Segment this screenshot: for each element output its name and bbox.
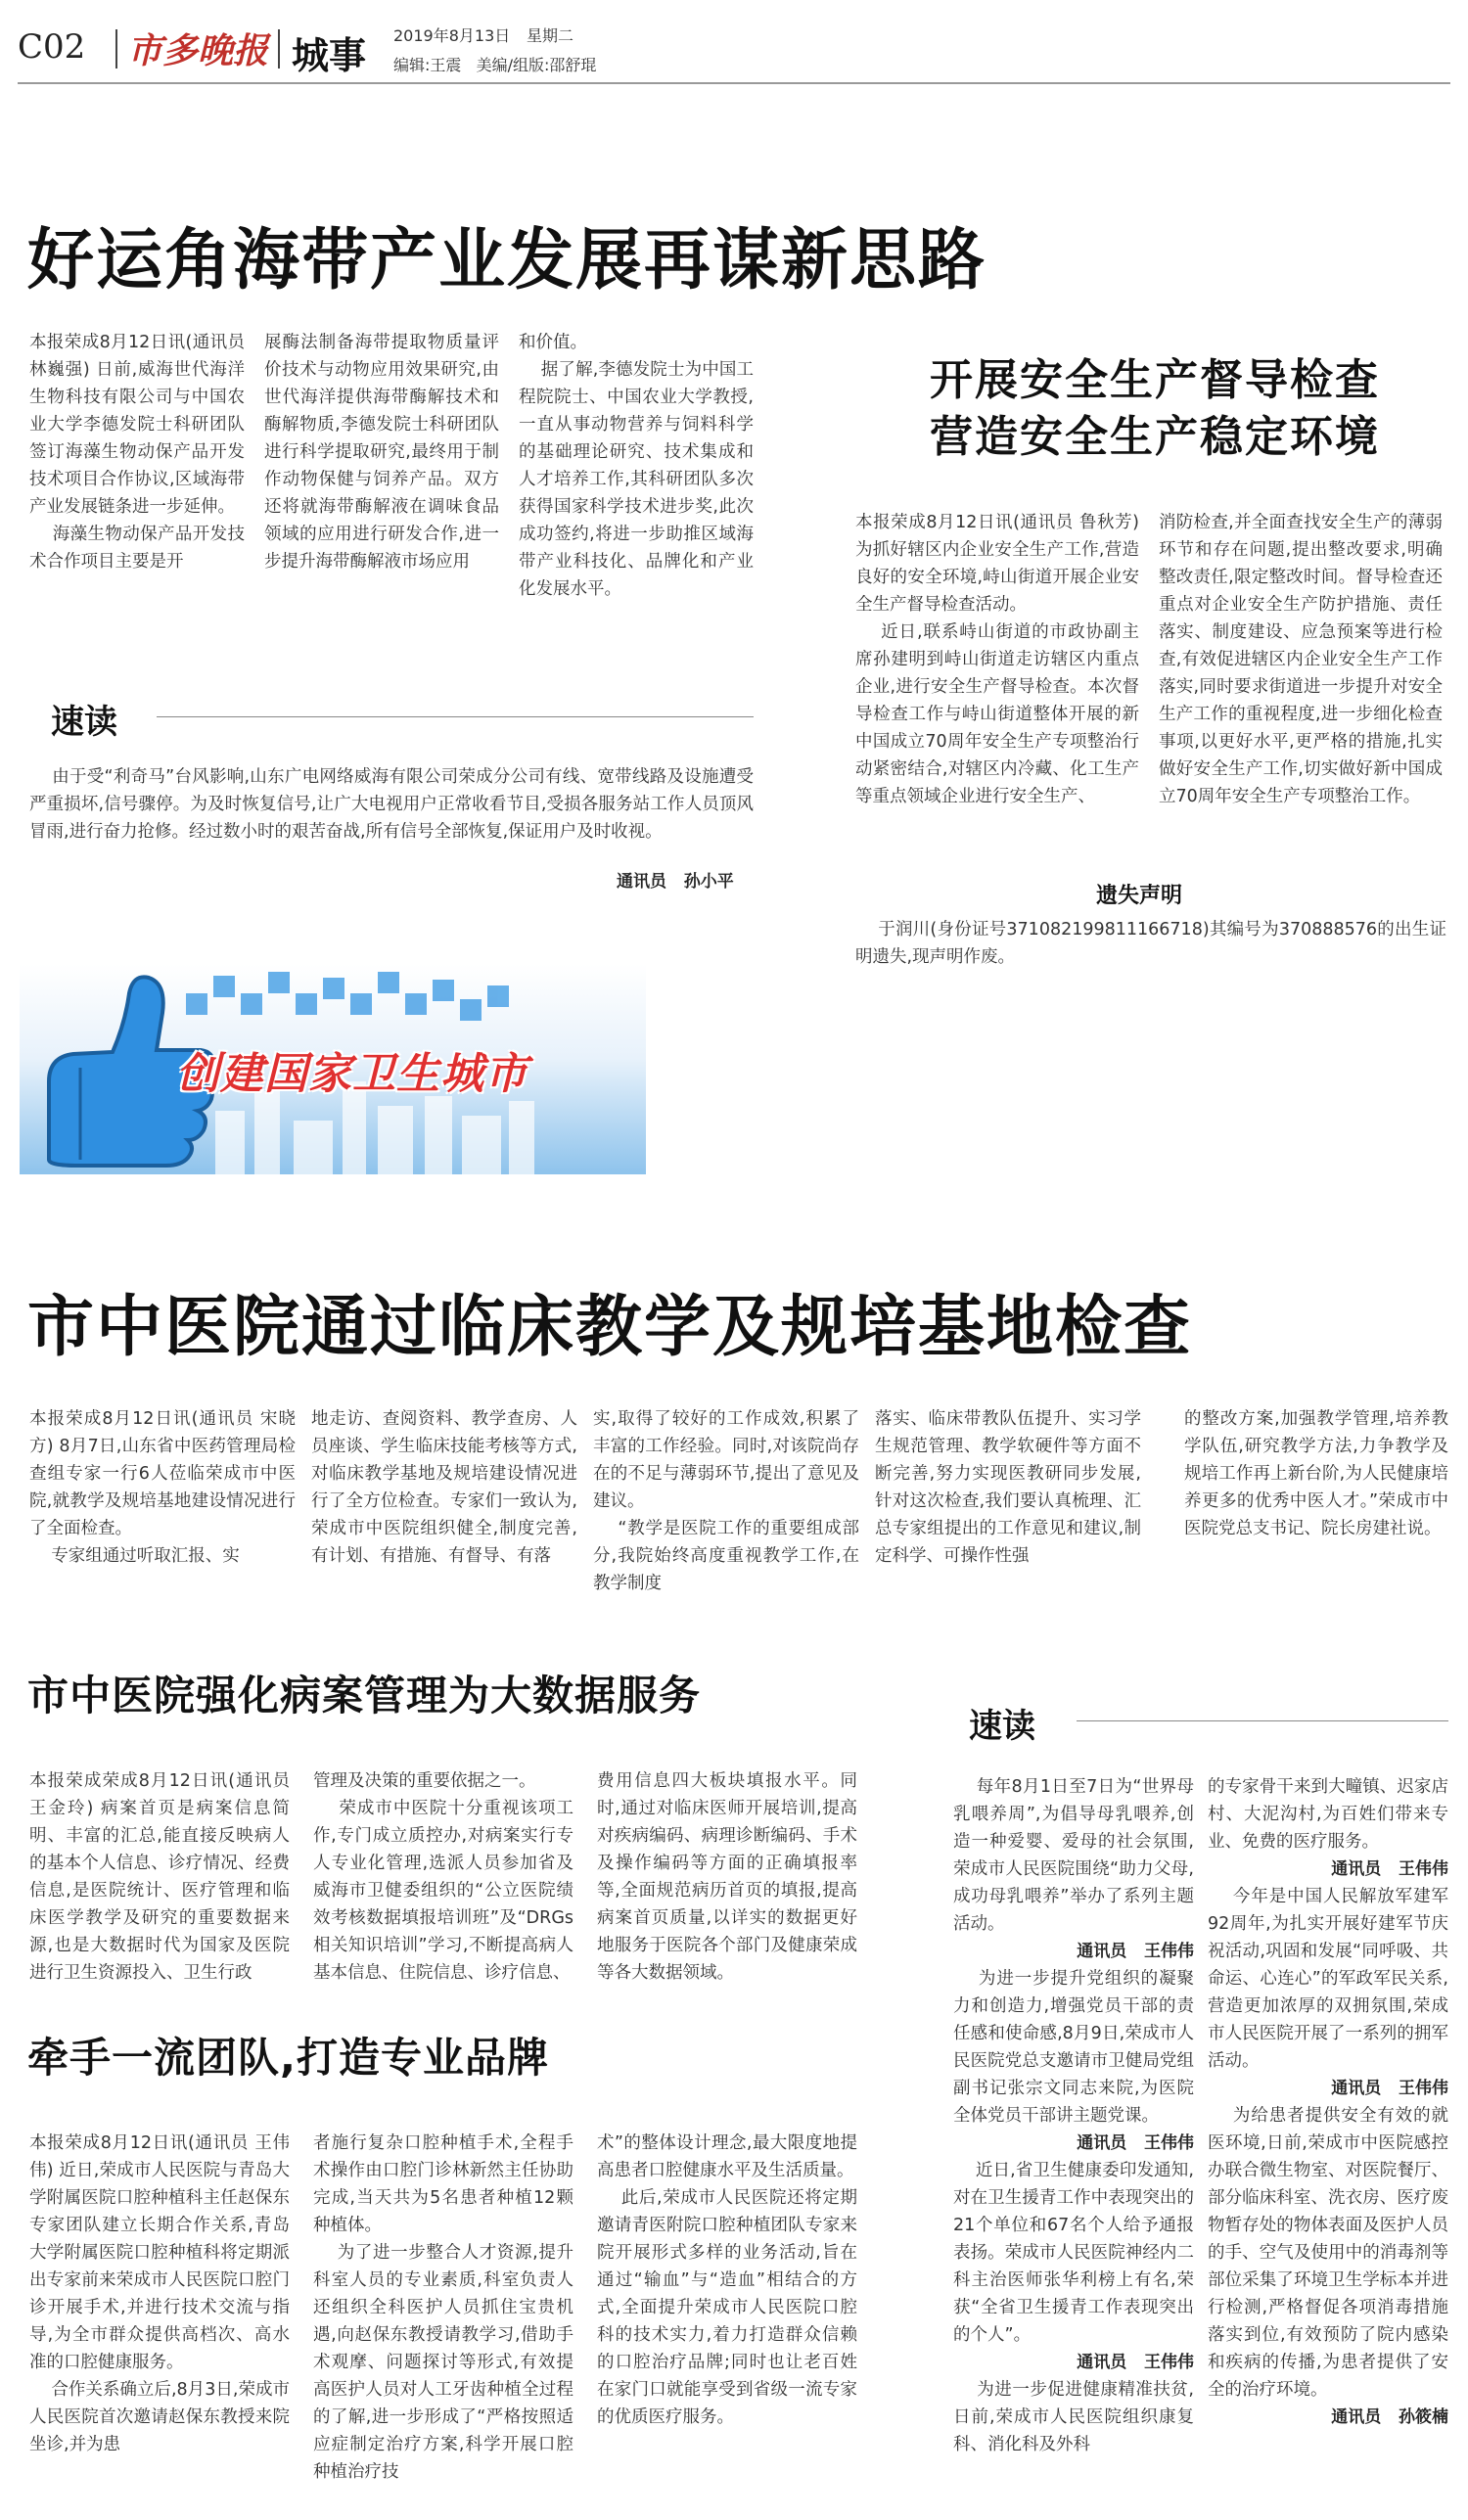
- banner-title: 创建国家卫生城市: [176, 1049, 528, 1099]
- notice-text: 于润川(身份证号371082199811166718)其编号为370888576的出生证明遗失,现声明作废。: [855, 920, 1446, 967]
- brief2-label: 速读: [969, 1707, 1035, 1746]
- staff-credits: 编辑:王震 美编/组版:邵舒琨: [393, 56, 597, 74]
- article-tcm-col2: 地走访、查阅资料、教学查房、人员座谈、学生临床技能考核等方式,对临床教学基地及规培建设情况进行了全方位检查。专家们一致认为,荣成市中医院组织健全,制度完善,有计划、有措施、有督导、有落: [311, 1409, 577, 1566]
- headline-safety: [861, 352, 1448, 466]
- headline-safety-line1: 开展安全生产督导检查: [930, 355, 1380, 405]
- brief2-credit: 通讯员 王伟伟: [1331, 2079, 1448, 2098]
- brief2-credit: 通讯员 王伟伟: [1077, 2353, 1194, 2372]
- weekday: 星期二: [527, 26, 574, 45]
- article-dental-col2: 者施行复杂口腔种植手术,全程手术操作由口腔门诊林新然主任协助完成,当天共为5名患者种植12颗种植体。 为了进一步整合人才资源,提升科室人员的专业素质,科室负责人还组织全科医护人员抓住宝贵机遇,向赵保东教授请教学习,借助手术观摩、问题探讨等形式,有效提高医护人员对人工牙齿种植全过程的了解,进一步形成了“严格按照适应症制定治疗方案,科学开展口腔种植治疗技: [313, 2133, 573, 2482]
- section-name: 城事: [292, 34, 367, 77]
- masthead: [18, 22, 1450, 80]
- article-seaweed-col3: 和价值。 据了解,李德发院士为中国工程院院士、中国农业大学教授,一直从事动物营养与饲料科学的基础理论研究、技术集成和人才培养工作,其科研团队多次获得国家科学技术进步奖,此次成功签约,将进一步助推区域海带产业科技化、品牌化和产业化发展水平。: [519, 333, 754, 599]
- date: 2019年8月13日: [393, 26, 511, 45]
- brief2-item: 近日,省卫生健康委印发通知,对在卫生援青工作中表现突出的21个单位和67名个人给予通报表扬。荣成市人民医院神经内二科主治医师张华利榜上有名,荣获“全省卫生援青工作表现突出的个人”。: [953, 2161, 1194, 2345]
- page-number: C02: [18, 27, 86, 67]
- headline-case-management: 市中医院强化病案管理为大数据服务: [27, 1672, 702, 1719]
- brief2-credit: 通讯员 王伟伟: [1077, 1942, 1194, 1961]
- headline-safety-line2: 营造安全生产稳定环境: [930, 412, 1380, 462]
- brief2-item: 为给患者提供安全有效的就医环境,日前,荣成市中医院感控办联合微生物室、对医院餐厅、部分临床科室、洗衣房、医疗废物暂存处的物体表面及医护人员的手、空气及使用中的消毒剂等部位采集了环境卫生学标本并进行检测,严格督促各项消毒措施落实到位,有效预防了院内感染和疾病的传播,为患者提供了安全的治疗环境。: [1208, 2106, 1448, 2400]
- article-case-col2: 管理及决策的重要依据之一。 荣成市中医院十分重视该项工作,专门成立质控办,对病案实行专人专业化管理,选派人员参加省及威海市卫健委组织的“公立医院绩效考核数据填报培训班”及“DRGs相关知识培训”学习,不断提高病人基本信息、住院信息、诊疗信息、: [313, 1771, 573, 1983]
- brief2-item: 的专家骨干来到大疃镇、迟家店村、大泥沟村,为百姓们带来专业、免费的医疗服务。: [1208, 1777, 1448, 1852]
- notice-title: 遗失声明: [1096, 884, 1183, 908]
- brief2-credit: 通讯员 王伟伟: [1331, 1859, 1448, 1879]
- article-seaweed-col2: 展酶法制备海带提取物质量评价技术与动物应用效果研究,由世代海洋提供海带酶解技术和酶解物质,李德发院士科研团队进行科学提取研究,最终用于制作动物保健与饲养产品。双方还将就海带酶解液在调味食品领域的应用进行研发合作,进一步提升海带酶解液市场应用: [264, 333, 499, 572]
- brief-rule: [157, 716, 754, 717]
- article-safety-col1: 本报荣成8月12日讯(通讯员 鲁秋芳) 为抓好辖区内企业安全生产工作,营造良好的安全环境,峙山街道开展企业安全生产督导检查活动。 近日,联系峙山街道的市政协副主席孙建明到峙山街道走访辖区内重点企业,进行安全生产督导检查。本次督导检查工作与峙山街道整体开展的新中国成立70周年安全生产专项整治行动紧密结合,对辖区内冷藏、化工生产等重点领域企业进行安全生产、: [855, 513, 1139, 806]
- brief-cable-credit: 通讯员 孙小平: [617, 872, 734, 892]
- article-tcm-col3: 实,取得了较好的工作成效,积累了丰富的工作经验。同时,对该院尚存在的不足与薄弱环节,提出了意见及建议。 “教学是医院工作的重要组成部分,我院始终高度重视教学工作,在教学制度: [593, 1409, 859, 1593]
- brief-cable-text: 由于受“利奇马”台风影响,山东广电网络威海有限公司荣成分公司有线、宽带线路及设施遭受严重损坏,信号骤停。为及时恢复信号,让广大电视用户正常收看节目,受损各服务站工作人员顶风冒雨,进行奋力抢修。经过数小时的艰苦奋战,所有信号全部恢复,保证用户及时收视。: [29, 767, 754, 842]
- masthead-rule: [18, 82, 1450, 84]
- brief2-col2: [1208, 1773, 1448, 2507]
- article-tcm-col1: 本报荣成8月12日讯(通讯员 宋晓方) 8月7日,山东省中医药管理局检查组专家一行6人莅临荣成市中医院,就教学及规培基地建设情况进行了全面检查。 专家组通过听取汇报、实: [29, 1409, 296, 1566]
- article-dental-col1: 本报荣成8月12日讯(通讯员 王伟伟) 近日,荣成市人民医院与青岛大学附属医院口腔种植科主任赵保东专家团队建立长期合作关系,青岛大学附属医院口腔种植科将定期派出专家前来荣成市人民医院口腔门诊开展手术,并进行技术交流与指导,为全市群众提供高档次、高水准的口腔健康服务。 合作关系确立后,8月3日,荣成市人民医院首次邀请赵保东教授来院坐诊,并为患: [29, 2133, 290, 2454]
- divider: [115, 29, 117, 69]
- article-seaweed-col1: 本报荣成8月12日讯(通讯员 林巍强) 日前,威海世代海洋生物科技有限公司与中国农业大学李德发院士科研团队签订海藻生物动保产品开发技术项目合作协议,区域海带产业发展链条进一步延伸。 海藻生物动保产品开发技术合作项目主要是开: [29, 333, 245, 572]
- headline-dental-team: 牵手一流团队,打造专业品牌: [27, 2034, 549, 2082]
- brief2-item: 为进一步提升党组织的凝聚力和创造力,增强党员干部的责任感和使命感,8月9日,荣成市人民医院党总支邀请市卫健局党组副书记张宗文同志来院,为医院全体党员干部讲主题党课。: [953, 1969, 1194, 2126]
- article-case-col3: 费用信息四大板块填报水平。同时,通过对临床医师开展培训,提高对疾病编码、病理诊断编码、手术及操作编码等方面的正确填报率等,全面规范病历首页的填报,提高病案首页质量,以详实的数据更好地服务于医院各个部门及健康荣成等各大数据领域。: [597, 1771, 857, 1983]
- brief2-item: 今年是中国人民解放军建军92周年,为扎实开展好建军节庆祝活动,巩固和发展“同呼吸、共命运、心连心”的军政军民关系,营造更加浓厚的双拥氛围,荣成市人民医院开展了一系列的拥军活动。: [1208, 1887, 1448, 2071]
- brief2-col1: [953, 1773, 1194, 2507]
- brief2-item: 每年8月1日至7日为“世界母乳喂养周”,为倡导母乳喂养,创造一种爱婴、爱母的社会氛围,荣成市人民医院围绕“助力父母,成功母乳喂养”举办了系列主题活动。: [953, 1777, 1194, 1934]
- article-tcm-col5: 的整改方案,加强教学管理,培养教学队伍,研究教学方法,力争教学及规培工作再上新台阶,为人民健康培养更多的优秀中医人才。”荣成市中医院党总支书记、院长房建社说。: [1184, 1409, 1448, 1538]
- brief2-credit: 通讯员 王伟伟: [1077, 2133, 1194, 2153]
- brief-label: 速读: [51, 703, 117, 742]
- headline-tcm-inspection: 市中医院通过临床教学及规培基地检查: [27, 1289, 1193, 1366]
- headline-seaweed: 好运角海带产业发展再谋新思路: [27, 222, 987, 299]
- brief2-item: 为进一步促进健康精准扶贫,日前,荣成市人民医院组织康复科、消化科及外科: [953, 2380, 1194, 2454]
- paper-logo: 市多晚报: [127, 30, 269, 71]
- divider: [278, 29, 280, 69]
- brief2-rule: [1077, 1720, 1448, 1721]
- banner: [20, 964, 646, 1174]
- article-safety-col2: 消防检查,并全面查找安全生产的薄弱环节和存在问题,提出整改要求,明确整改责任,限定整改时间。督导检查还重点对企业安全生产防护措施、责任落实、制度建设、应急预案等进行检查,有效促进辖区内企业安全生产工作落实,同时要求街道进一步提升对安全生产工作的重视程度,进一步细化检查事项,以更好水平,更严格的措施,扎实做好安全生产工作,切实做好新中国成立70周年安全生产专项整治工作。: [1159, 513, 1443, 806]
- brief2-credit: 通讯员 孙筱楠: [1331, 2407, 1448, 2427]
- article-case-col1: 本报荣成荣成8月12日讯(通讯员 王金玲) 病案首页是病案信息简明、丰富的汇总,能直接反映病人的基本个人信息、诊疗情况、经费信息,是医院统计、医疗管理和临床医学教学及研究的重要数据来源,也是大数据时代为国家及医院进行卫生资源投入、卫生行政: [29, 1771, 296, 1983]
- article-dental-col3: 术”的整体设计理念,最大限度地提高患者口腔健康水平及生活质量。 此后,荣成市人民医院还将定期邀请青医附院口腔种植团队专家来院开展形式多样的业务活动,旨在通过“输血”与“造血”相结合的方式,全面提升荣成市人民医院口腔科的技术实力,着力打造群众信赖的口腔治疗品牌;同时也让老百姓在家门口就能享受到省级一流专家的优质医疗服务。: [597, 2133, 857, 2427]
- article-tcm-col4: 落实、临床带教队伍提升、实习学生规范管理、教学软硬件等方面不断完善,努力实现医教研同步发展,针对这次检查,我们要认真梳理、汇总专家组提出的工作意见和建议,制定科学、可操作性强: [875, 1409, 1141, 1566]
